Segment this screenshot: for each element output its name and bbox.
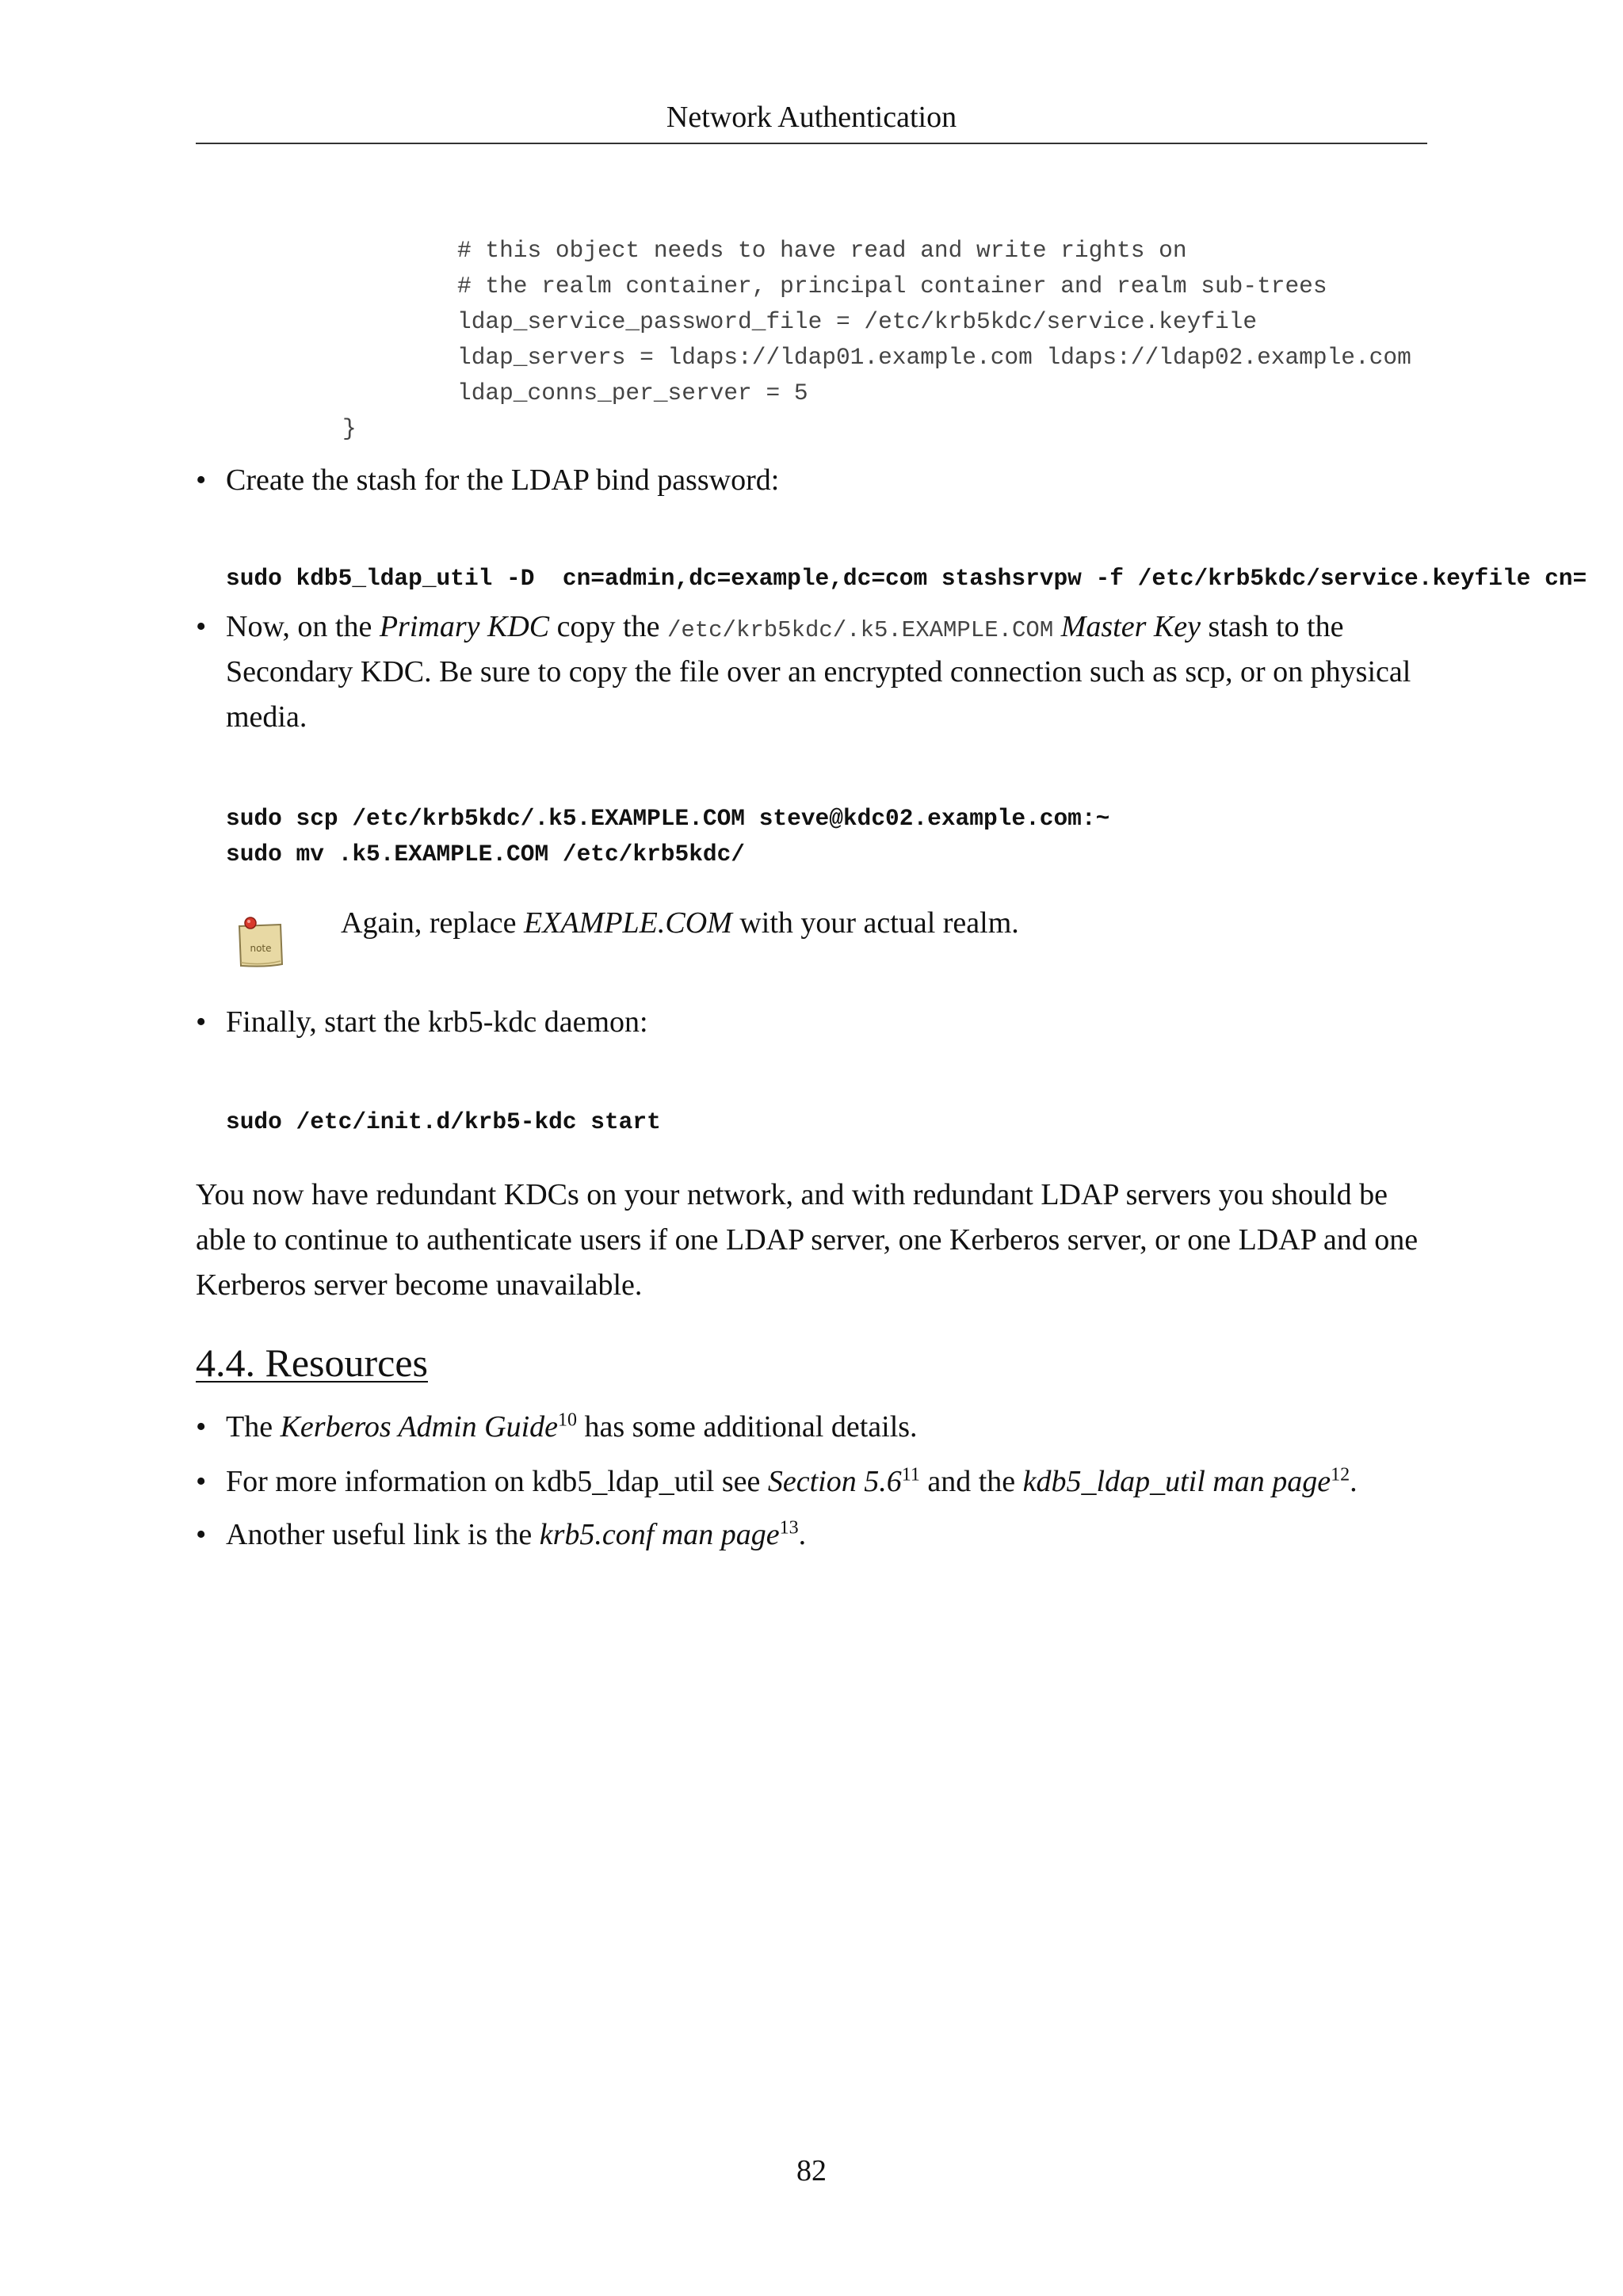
bullet-copy-line1 (226, 605, 1343, 653)
text-run: Again, replace (341, 906, 525, 940)
header-rule (196, 143, 1427, 144)
text-run: Now, on the (226, 610, 380, 643)
start-command: sudo /etc/init.d/krb5-kdc start (226, 1108, 661, 1135)
stash-command: sudo kdb5_ldap_util -D cn=admin,dc=example,dc=com stashsrvpw -f /etc/krb5kdc/service.keyfile cn= (226, 565, 1587, 592)
text-run: stash to the (1200, 610, 1344, 643)
bullet-marker: • (196, 1005, 207, 1039)
master-key-path: /etc/krb5kdc/.k5.EXAMPLE.COM (666, 617, 1054, 643)
text-run: . (798, 1518, 807, 1551)
copy-command-line: sudo mv .k5.EXAMPLE.COM /etc/krb5kdc/ (226, 841, 746, 868)
bullet-marker: • (196, 610, 207, 643)
footnote-ref[interactable]: 10 (558, 1409, 578, 1431)
resource-item-3 (226, 1512, 806, 1558)
note-text (341, 901, 1019, 946)
paragraph-line: You now have redundant KDCs on your network, and with redundant LDAP servers you should be (196, 1178, 1388, 1211)
bullet-start-text: Finally, start the krb5-kdc daemon: (226, 1005, 648, 1039)
page-number: 82 (796, 2154, 827, 2187)
resource-item-1 (226, 1405, 918, 1450)
paragraph-line: able to continue to authenticate users if one LDAP server, one Kerberos server, or one LDAP and one (196, 1223, 1419, 1257)
copy-command-line: sudo scp /etc/krb5kdc/.k5.EXAMPLE.COM steve@kdc02.example.com:~ (226, 805, 1110, 832)
code-line: ldap_servers = ldaps://ldap01.example.com ldaps://ldap02.example.com (457, 344, 1411, 371)
footnote-ref[interactable]: 12 (1331, 1464, 1350, 1486)
section-title-resources: 4.4. Resources (196, 1341, 428, 1385)
link-kdb5-ldap-util-man-page[interactable]: kdb5_ldap_util man page (1022, 1465, 1331, 1498)
note-icon-label: note (250, 943, 272, 954)
resource-item-2 (226, 1459, 1358, 1505)
text-run: with your actual realm. (731, 906, 1019, 940)
code-line: ldap_conns_per_server = 5 (457, 379, 808, 406)
text-run: has some additional details. (577, 1410, 918, 1444)
link-kerberos-admin-guide[interactable]: Kerberos Admin Guide (280, 1410, 559, 1444)
bullet-stash-text: Create the stash for the LDAP bind password: (226, 463, 780, 497)
running-header: Network Authentication (666, 101, 957, 134)
bullet-copy-line3: media. (226, 700, 307, 734)
realm-term: EXAMPLE.COM (524, 906, 732, 940)
bullet-marker: • (196, 1465, 207, 1498)
bullet-marker: • (196, 463, 207, 497)
text-run: The (226, 1410, 281, 1444)
code-line: ldap_service_password_file = /etc/krb5kdc/service.keyfile (457, 308, 1258, 335)
summary-paragraph (196, 1173, 1432, 1308)
code-line: # the realm container, principal container and realm sub-trees (457, 273, 1327, 299)
config-code-block (457, 233, 1411, 411)
footnote-ref[interactable]: 11 (901, 1464, 920, 1486)
paragraph-line: Kerberos server become unavailable. (196, 1268, 643, 1302)
bullet-marker: • (196, 1518, 207, 1551)
master-key-term: Master Key (1060, 610, 1201, 643)
text-run: For more information on kdb5_ldap_util see (226, 1465, 768, 1498)
footnote-ref[interactable]: 13 (779, 1517, 799, 1539)
code-closing-brace: } (342, 415, 357, 442)
text-run: and the (919, 1465, 1023, 1498)
link-krb5-conf-man-page[interactable]: krb5.conf man page (539, 1518, 780, 1551)
text-run (1053, 610, 1061, 643)
copy-command (226, 801, 1109, 872)
text-run: Another useful link is the (226, 1518, 540, 1551)
bullet-copy-line2: Secondary KDC. Be sure to copy the file over an encrypted connection such as scp, or on physical (226, 655, 1411, 688)
link-section-5-6[interactable]: Section 5.6 (767, 1465, 902, 1498)
bullet-marker: • (196, 1410, 207, 1444)
note-icon (235, 915, 285, 971)
code-line: # this object needs to have read and write rights on (457, 237, 1187, 264)
text-run: copy the (549, 610, 667, 643)
primary-kdc-term: Primary KDC (379, 610, 550, 643)
text-run: . (1350, 1465, 1358, 1498)
